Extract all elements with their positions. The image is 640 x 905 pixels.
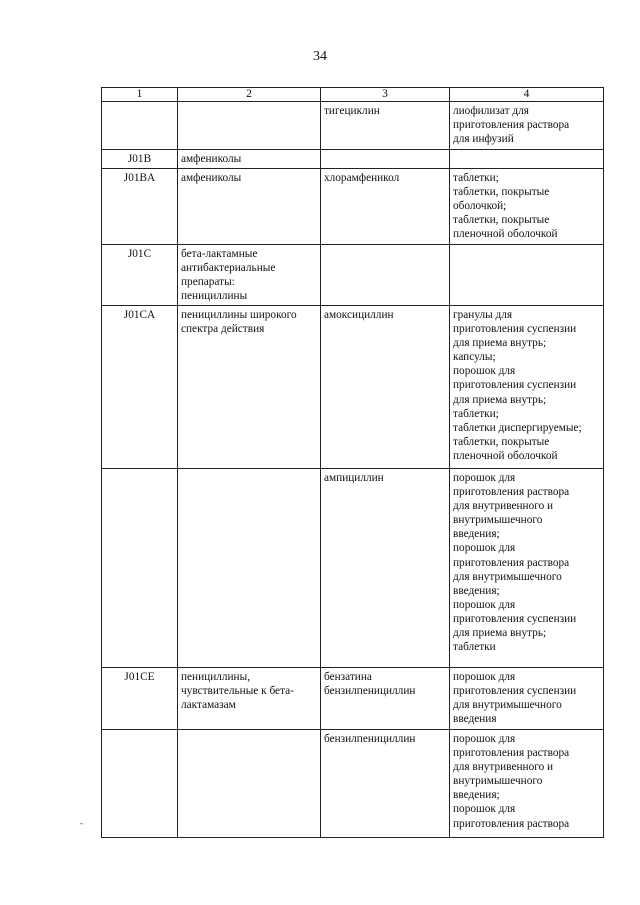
medicines-table xyxy=(101,87,604,838)
cell-text-line: для инфузий xyxy=(453,133,514,146)
cell-text-line: порошок для xyxy=(453,803,516,816)
header-row xyxy=(102,88,604,102)
cell-text-line: таблетки xyxy=(453,641,496,654)
cell-text-line: антибактериальные xyxy=(181,261,276,274)
cell-text-line: пенициллины широкого xyxy=(181,308,297,321)
cell-text-line: введения; xyxy=(453,789,500,802)
cell-text-line: бета-лактамные xyxy=(181,247,258,260)
drug-name-cell xyxy=(321,468,450,667)
dosage-form-cell xyxy=(450,150,604,169)
cell-text-line: тигециклин xyxy=(324,105,380,117)
dosage-form-cell xyxy=(450,102,604,150)
cell-text-line: таблетки; xyxy=(453,407,499,420)
cell-text-line: препараты: xyxy=(181,275,235,288)
cell-text-line: введения xyxy=(453,713,497,726)
cell-text-line: порошок для xyxy=(453,670,516,683)
cell-text-line: приготовления суспензии xyxy=(453,379,577,392)
cell-text-line: порошок для xyxy=(453,542,516,555)
group-name-cell xyxy=(178,667,321,729)
group-name-cell xyxy=(178,468,321,667)
cell-text-line: внутримышечного xyxy=(453,514,543,527)
cell-text-line: приготовления суспензии xyxy=(453,685,577,698)
group-name-cell xyxy=(178,169,321,244)
cell-text-line: амфениколы xyxy=(181,172,242,185)
cell-text-line: приготовления раствора xyxy=(453,119,570,132)
cell-text-line: таблетки; xyxy=(453,172,499,185)
column-header-2: 2 xyxy=(178,88,321,102)
cell-text-line: ампициллин xyxy=(324,471,384,484)
cell-text-line: гранулы для xyxy=(453,308,513,321)
page-number: 34 xyxy=(313,49,327,64)
cell-text-line: для внутривенного и xyxy=(453,761,554,774)
table-row xyxy=(102,468,604,667)
table-row xyxy=(102,305,604,468)
cell-text-line: таблетки, покрытые xyxy=(453,214,550,227)
table-row xyxy=(102,150,604,169)
dosage-form-cell xyxy=(450,468,604,667)
atx-code-cell: J01BA xyxy=(102,169,178,244)
cell-text-line: пенициллины xyxy=(181,289,248,302)
cell-text-line: приготовления раствора xyxy=(453,486,570,499)
cell-text-line: спектра действия xyxy=(181,323,265,336)
dosage-form-cell xyxy=(450,244,604,305)
dosage-form-cell xyxy=(450,729,604,837)
group-name-cell xyxy=(178,305,321,468)
cell-text-line: хлорамфеникол xyxy=(324,172,400,185)
cell-text-line: для приема внутрь; xyxy=(453,337,547,350)
column-header-1: 1 xyxy=(102,88,178,102)
drug-name-cell xyxy=(321,729,450,837)
atx-code-cell: J01CA xyxy=(102,305,178,468)
cell-text-line: порошок для xyxy=(453,471,516,484)
cell-text-line: внутримышечного xyxy=(453,775,543,788)
column-header-4: 4 xyxy=(450,88,604,102)
drug-name-cell xyxy=(321,102,450,150)
cell-text-line: амфениколы xyxy=(181,153,242,165)
table-row xyxy=(102,169,604,244)
cell-text-line: пенициллины, xyxy=(181,670,251,683)
margin-mark: - xyxy=(80,818,83,828)
drug-name-cell xyxy=(321,305,450,468)
cell-text-line: таблетки, покрытые xyxy=(453,435,550,448)
cell-text-line: оболочкой; xyxy=(453,200,507,213)
dosage-form-cell xyxy=(450,305,604,468)
atx-code-cell xyxy=(102,729,178,837)
atx-code-cell xyxy=(102,102,178,150)
cell-text-line: порошок для xyxy=(453,598,516,611)
cell-text-line: для приема внутрь; xyxy=(453,626,547,639)
atx-code-cell: J01CE xyxy=(102,667,178,729)
group-name-cell xyxy=(178,102,321,150)
cell-text-line: введения; xyxy=(453,528,500,541)
cell-text-line: лактамазам xyxy=(181,699,236,712)
cell-text-line: приготовления раствора xyxy=(453,817,570,830)
cell-text-line: таблетки диспергируемые; xyxy=(453,421,582,434)
cell-text-line: пленочной оболочкой xyxy=(453,449,558,462)
column-header-3: 3 xyxy=(321,88,450,102)
cell-text-line: приготовления суспензии xyxy=(453,612,577,625)
drug-name-cell xyxy=(321,169,450,244)
atx-code-cell: J01B xyxy=(102,150,178,169)
cell-text-line: бензилпенициллин xyxy=(324,732,416,745)
cell-text-line: капсулы; xyxy=(453,351,496,364)
table-body xyxy=(102,102,604,838)
drug-name-cell xyxy=(321,150,450,169)
cell-text-line: введения; xyxy=(453,584,500,597)
table-row xyxy=(102,244,604,305)
cell-text-line: приготовления раствора xyxy=(453,747,570,760)
table-row xyxy=(102,102,604,150)
cell-text-line: для внутривенного и xyxy=(453,500,554,513)
cell-text-line: приготовления суспензии xyxy=(453,323,577,336)
cell-text-line: чувствительные к бета- xyxy=(181,685,294,698)
cell-text-line: порошок для xyxy=(453,732,516,745)
dosage-form-cell xyxy=(450,169,604,244)
dosage-form-cell xyxy=(450,667,604,729)
atx-code-cell: J01C xyxy=(102,244,178,305)
cell-text-line: бензатина xyxy=(324,670,372,683)
group-name-cell xyxy=(178,729,321,837)
atx-code-cell xyxy=(102,468,178,667)
cell-text-line: для приема внутрь; xyxy=(453,393,547,406)
cell-text-line: приготовления раствора xyxy=(453,556,570,569)
cell-text-line: для внутримышечного xyxy=(453,570,562,583)
group-name-cell xyxy=(178,150,321,169)
cell-text-line: амоксициллин xyxy=(324,308,394,321)
table-row xyxy=(102,729,604,837)
table-row xyxy=(102,667,604,729)
cell-text-line: таблетки, покрытые xyxy=(453,186,550,199)
drug-name-cell xyxy=(321,667,450,729)
cell-text-line: порошок для xyxy=(453,365,516,378)
drug-name-cell xyxy=(321,244,450,305)
cell-text-line: лиофилизат для xyxy=(453,105,529,117)
group-name-cell xyxy=(178,244,321,305)
cell-text-line: пленочной оболочкой xyxy=(453,228,558,241)
cell-text-line: для внутримышечного xyxy=(453,699,562,712)
cell-text-line: бензилпенициллин xyxy=(324,685,416,698)
